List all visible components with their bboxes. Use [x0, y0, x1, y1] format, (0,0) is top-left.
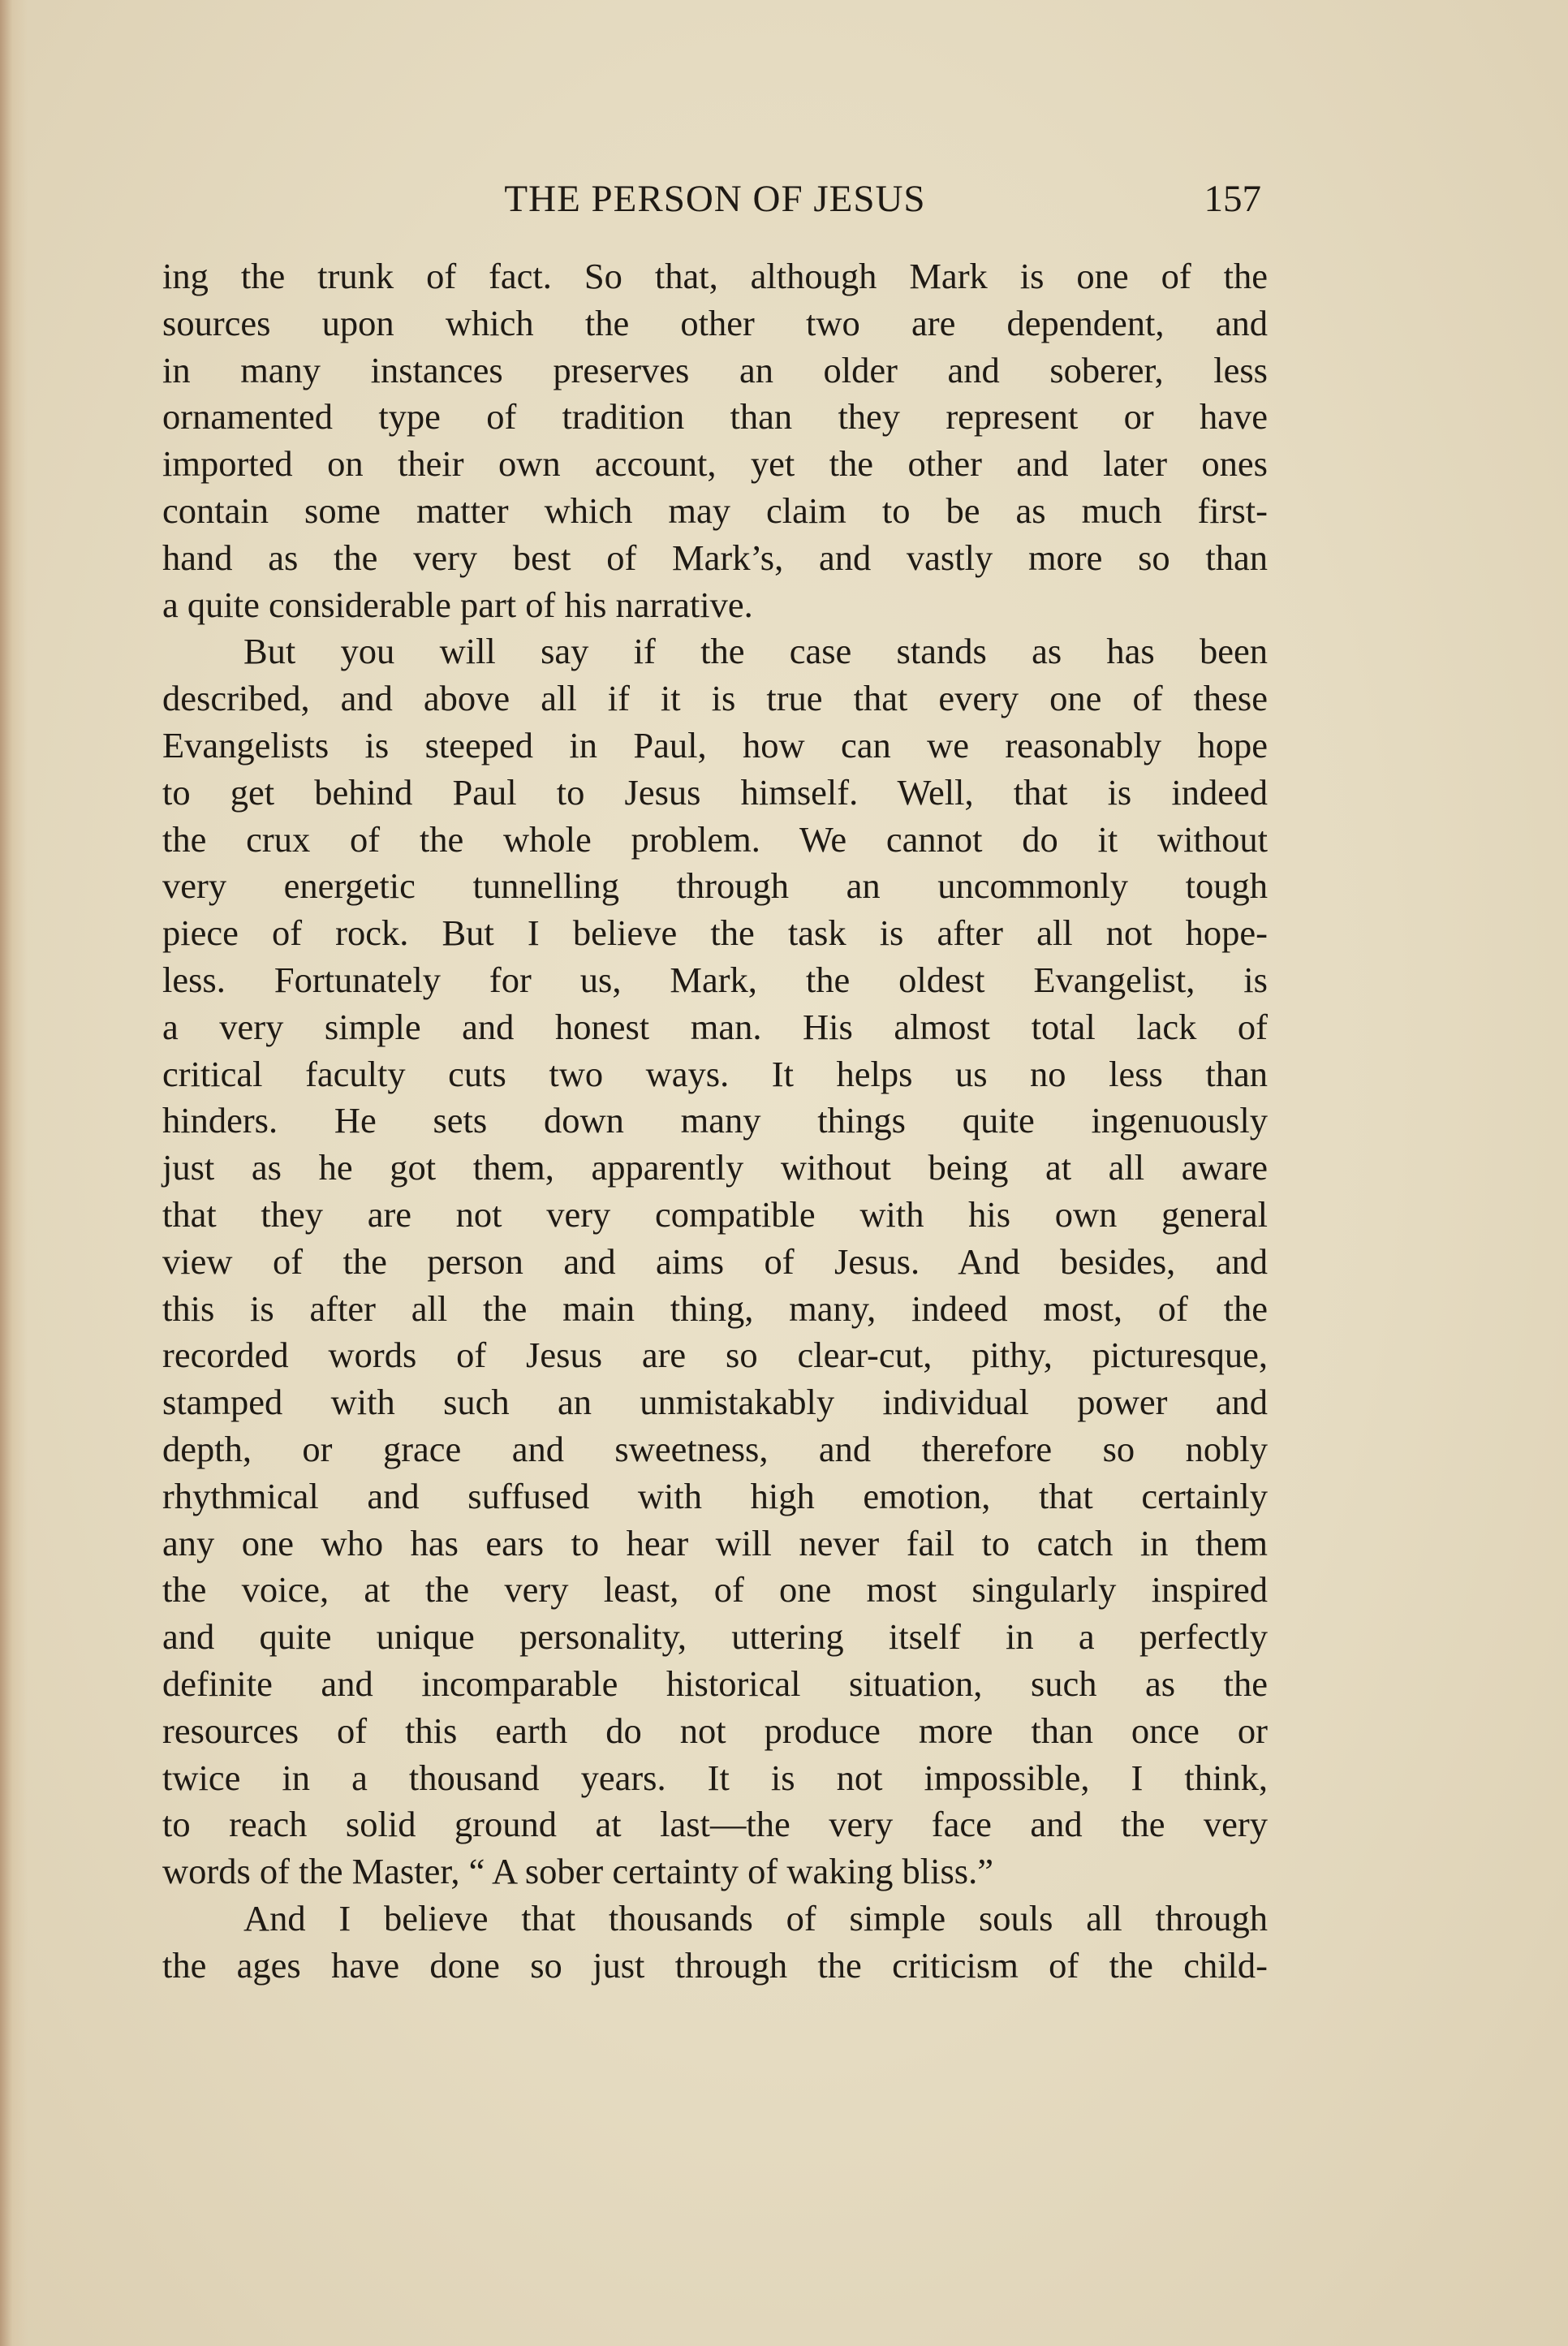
text-line: very energetic tunnelling through an uncommonly tough [162, 865, 1268, 907]
text-line: critical faculty cuts two ways. It helps us no less than [162, 1053, 1268, 1094]
text-line: the ages have done so just through the criticism of the child- [162, 1944, 1268, 1986]
text-line: and quite unique personality, uttering itself in a perfectly [162, 1616, 1268, 1658]
gutter-shadow [0, 0, 28, 2346]
text-line: Evangelists is steeped in Paul, how can we reasonably hope [162, 724, 1268, 765]
paragraph [162, 628, 1268, 1895]
body-text [162, 253, 1268, 1989]
running-head [162, 170, 1268, 227]
text-line: any one who has ears to hear will never fail to catch in them [162, 1522, 1268, 1563]
text-line: a quite considerable part of his narrative. [162, 584, 753, 625]
text-line: piece of rock. But I believe the task is after all not hope- [162, 912, 1268, 954]
text-line: But you will say if the case stands as has been [243, 631, 1268, 672]
text-line: the crux of the whole problem. We cannot do it without [162, 818, 1268, 860]
text-line: hinders. He sets down many things quite ingenuously [162, 1100, 1268, 1141]
text-line: twice in a thousand years. It is not impossible, I think, [162, 1757, 1268, 1798]
page-number: 157 [1204, 178, 1261, 220]
text-line: recorded words of Jesus are so clear-cut, pithy, picturesque, [162, 1335, 1268, 1376]
text-line: definite and incomparable historical situation, such as the [162, 1662, 1268, 1704]
text-line: And I believe that thousands of simple souls all through [243, 1897, 1268, 1938]
running-title: THE PERSON OF JESUS [504, 178, 926, 220]
text-line: this is after all the main thing, many, indeed most, of the [162, 1287, 1268, 1329]
paragraph [162, 253, 1268, 628]
text-line: ornamented type of tradition than they represent or have [162, 396, 1268, 438]
text-line: in many instances preserves an older and soberer, less [162, 349, 1268, 390]
text-line: the voice, at the very least, of one most singularly inspired [162, 1569, 1268, 1611]
text-line: stamped with such an unmistakably individual power and [162, 1382, 1268, 1423]
text-line: imported on their own account, yet the other and later ones [162, 443, 1268, 485]
text-line: hand as the very best of Mark’s, and vastly more so than [162, 537, 1268, 578]
text-line: rhythmical and suffused with high emotion, that certainly [162, 1475, 1268, 1516]
text-line: that they are not very compatible with his own general [162, 1193, 1268, 1235]
text-line: just as he got them, apparently without being at all aware [162, 1147, 1268, 1188]
text-line: to reach solid ground at last—the very face and the very [162, 1804, 1268, 1845]
text-line: sources upon which the other two are dependent, and [162, 302, 1268, 343]
text-line: words of the Master, “ A sober certainty of waking bliss.” [162, 1851, 993, 1892]
text-line: less. Fortunately for us, Mark, the oldest Evangelist, is [162, 959, 1268, 1000]
text-line: described, and above all if it is true that every one of these [162, 678, 1268, 719]
text-line: view of the person and aims of Jesus. And besides, and [162, 1240, 1268, 1282]
text-line: ing the trunk of fact. So that, although Mark is one of the [162, 256, 1268, 296]
text-line: a very simple and honest man. His almost total lack of [162, 1006, 1268, 1047]
text-line: resources of this earth do not produce more than once or [162, 1710, 1268, 1751]
text-line: contain some matter which may claim to be as much first- [162, 489, 1268, 531]
text-line: to get behind Paul to Jesus himself. Well, that is indeed [162, 771, 1268, 813]
text-line: depth, or grace and sweetness, and therefore so nobly [162, 1428, 1268, 1469]
paragraph [162, 1895, 1268, 1990]
